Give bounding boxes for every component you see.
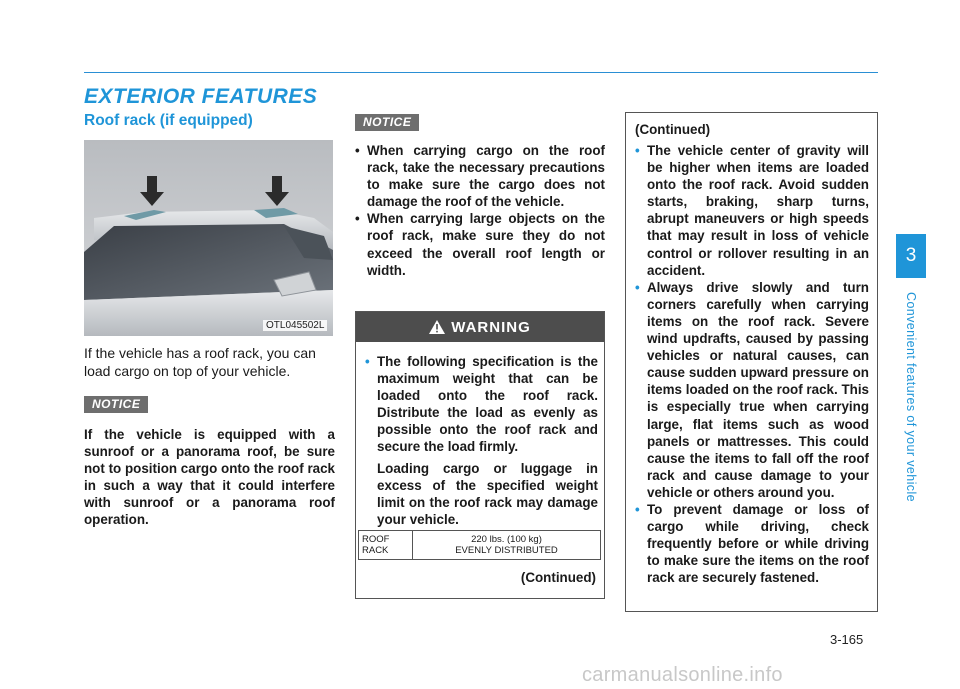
car-roof-drawing <box>84 140 333 336</box>
bullet-dot: • <box>635 143 640 158</box>
notice-paragraph: If the vehicle is equipped with a sunroof or a panorama roof, be sure not to position cargo onto the roof rack in such a way that it could interfere with sunroof or a panorama roof operation. <box>84 427 335 528</box>
continued-warning-box <box>625 112 878 612</box>
warning-box <box>355 311 605 599</box>
list-item <box>365 353 598 456</box>
subsection-title: Roof rack (if equipped) <box>84 112 253 129</box>
bullet-dot: • <box>355 143 360 158</box>
notice-badge: NOTICE <box>84 396 148 413</box>
spec-value-line: EVENLY DISTRIBUTED <box>455 545 558 556</box>
list-item-text: When carrying cargo on the roof rack, take the necessary precautions to make sure the cargo does not damage the roof of the vehicle. <box>367 143 605 210</box>
bullet-dot: • <box>635 279 640 295</box>
bullet-dot: • <box>355 211 360 227</box>
list-item <box>355 210 605 278</box>
notice-badge: NOTICE <box>355 114 419 131</box>
spec-label-line: RACK <box>362 545 389 556</box>
section-title: EXTERIOR FEATURES <box>84 85 318 108</box>
list-item-text: When carrying large objects on the roof rack, make sure they do not exceed the overall roof length or width. <box>367 211 605 278</box>
continued-heading: (Continued) <box>635 122 711 137</box>
spec-label-line: ROOF <box>362 534 390 545</box>
bullet-dot: • <box>635 501 640 517</box>
warning-title: WARNING <box>451 318 531 336</box>
warning-content <box>365 353 598 528</box>
warning-list <box>635 142 869 586</box>
spec-value <box>413 531 600 559</box>
chapter-title-text: Convenient features of your vehicle <box>904 292 918 502</box>
spec-value-line: 220 lbs. (100 kg) <box>471 534 542 545</box>
list-item-text: The vehicle center of gravity will be higher when items are loaded onto the roof rack. Avoid sudden starts, braking, sharp turns, abrupt maneuvers or high speeds that may result in loss of vehicle control or rollover resulting in an accident. <box>647 143 869 278</box>
list-item <box>635 501 869 586</box>
warning-header <box>356 312 604 342</box>
chapter-tab: 3 <box>896 234 926 278</box>
bullet-dot: • <box>365 354 370 369</box>
chapter-title <box>900 292 922 502</box>
notice-list <box>355 142 605 279</box>
list-item <box>635 142 869 279</box>
list-item <box>635 279 869 501</box>
list-item <box>355 142 605 210</box>
list-item-text: Always drive slowly and turn corners carefully when carrying items on the roof rack. Severe wind updrafts, caused by passing vehicles or natural causes, can cause sudden upward pressure on items loaded on the roof rack. This is especially true when carrying large, flat items such as wood panels or mattresses. This could cause the items to fall off the roof rack and cause damage to your vehicle or others around you. <box>647 279 869 500</box>
intro-paragraph: If the vehicle has a roof rack, you can load cargo on top of your vehicle. <box>84 345 316 379</box>
continued-label: (Continued) <box>520 570 596 585</box>
warning-triangle-icon <box>429 320 445 334</box>
spec-label <box>359 531 413 559</box>
list-item-text: The following specification is the maximum weight that can be loaded onto the roof rack. Distribute the load as evenly as possible onto the roof rack and secure the load firmly. <box>377 354 598 455</box>
spec-table <box>358 530 601 560</box>
roof-rack-illustration <box>84 140 333 336</box>
watermark: carmanualsonline.info <box>582 664 783 686</box>
page-number: 3-165 <box>830 632 864 647</box>
warning-paragraph: Loading cargo or luggage in excess of the specified weight limit on the roof rack may damage your vehicle. <box>377 460 598 527</box>
top-rule <box>84 72 878 73</box>
list-item-text: To prevent damage or loss of cargo while driving, check frequently before or while driving to make sure the items on the roof rack are securely fastened. <box>647 501 869 586</box>
figure-caption: OTL045502L <box>263 320 327 331</box>
